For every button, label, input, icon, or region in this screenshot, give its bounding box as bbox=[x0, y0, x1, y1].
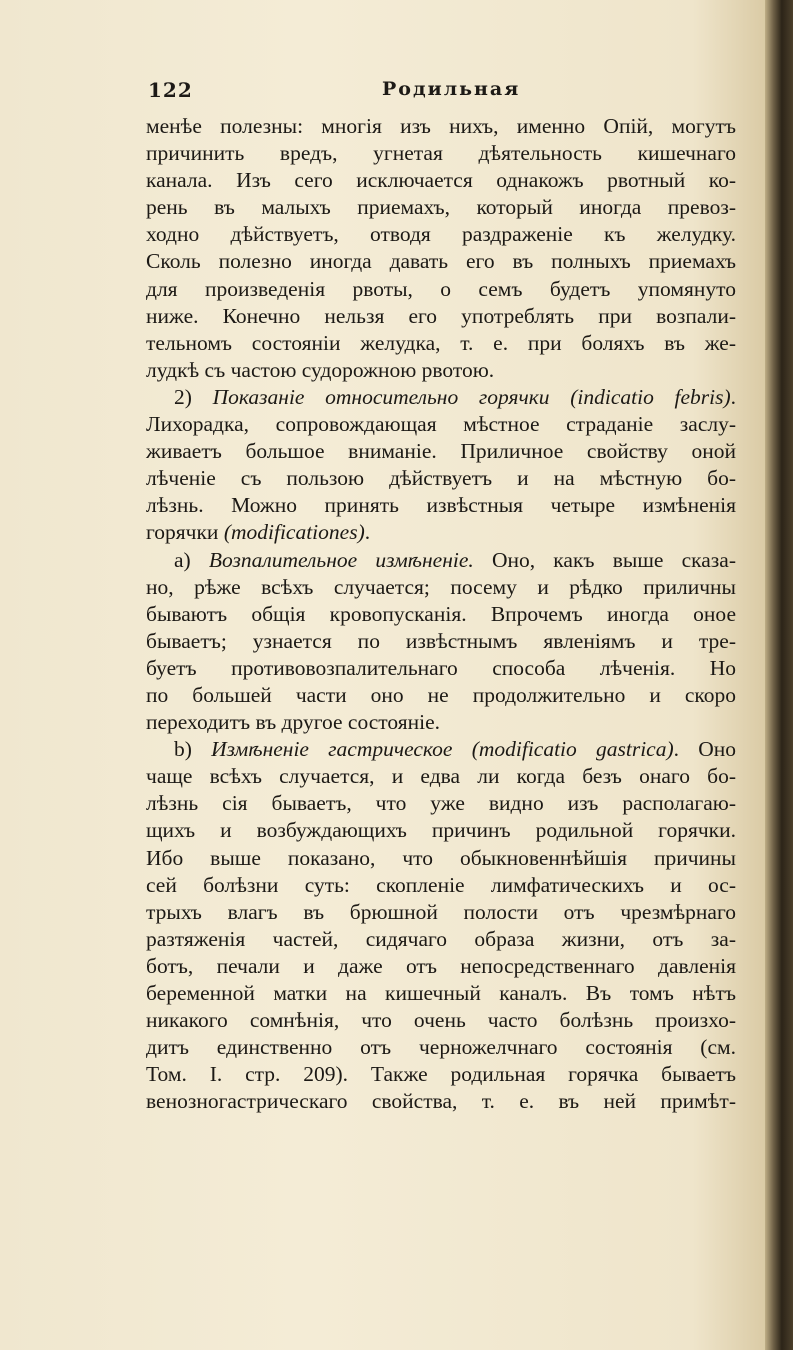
section-b-heading-rest: . Оно bbox=[673, 737, 736, 762]
text-line: дитъ единственно отъ черножелчнаго состоянія (см. bbox=[146, 1035, 736, 1060]
text-line: Том. I. стр. 209). Также родильная горячка бываетъ bbox=[146, 1062, 736, 1087]
section-b-heading bbox=[146, 736, 736, 763]
text-line: Ибо выше показано, что обыкновеннѣйшія причины bbox=[146, 845, 736, 870]
section-2-latin: (indicatio febris) bbox=[570, 384, 731, 409]
section-b-letter: b) bbox=[174, 737, 212, 762]
section-a-term: Возпалительное измѣненіе. bbox=[208, 547, 474, 572]
text-line: буетъ противовозпалительнаго способа лѣченія. Но bbox=[146, 655, 736, 680]
body-text bbox=[146, 113, 736, 1115]
text-line: венозногастрическаго свойства, т. е. въ ней примѣт- bbox=[146, 1089, 736, 1114]
text-line: трыхъ влагъ въ брюшной полости отъ чрезмѣрнаго bbox=[146, 899, 736, 924]
section-b-latin: (modificatio gastrica) bbox=[471, 737, 674, 762]
section-2-heading bbox=[146, 384, 736, 411]
section-2-heading-end: . bbox=[730, 384, 737, 409]
text-line: канала. Изъ сего исключается однакожъ рвотный ко- bbox=[146, 168, 736, 193]
text-line: но, рѣже всѣхъ случается; посему и рѣдко приличны bbox=[146, 574, 736, 599]
section-a-letter: a) bbox=[174, 547, 209, 572]
text-line: сей болѣзни суть: скопленіе лимфатическихъ и ос- bbox=[146, 872, 736, 897]
section-2-last-text: горячки bbox=[146, 520, 224, 545]
text-line: причинить вредъ, угнетая дѣятельность кишечнаго bbox=[146, 141, 736, 166]
text-line: менѣе полезны: многія изъ нихъ, именно Опій, могутъ bbox=[146, 114, 736, 138]
text-line: лѣзнь сія бываетъ, что уже видно изъ располагаю- bbox=[146, 791, 736, 816]
text-line: по большей части оно не продолжительно и скоро bbox=[146, 682, 736, 707]
text-line: лудкѣ съ частою судорожною рвотою. bbox=[146, 357, 495, 382]
text-line: никакого сомнѣнія, что очень часто болѣзнь произхо- bbox=[146, 1008, 736, 1033]
text-line: бываетъ; узнается по извѣстнымъ явленіямъ и тре- bbox=[146, 628, 736, 653]
text-line: живаетъ большое вниманіе. Приличное свойству оной bbox=[146, 439, 736, 464]
text-line: ботъ, печали и даже отъ непосредственнаго давленія bbox=[146, 953, 736, 978]
text-line: разтяженія частей, сидячаго образа жизни, отъ за- bbox=[146, 926, 736, 951]
text-line: ниже. Конечно нельзя его употреблять при возпали- bbox=[146, 303, 736, 328]
text-line: для произведенія рвоты, о семъ будетъ упомянуто bbox=[146, 276, 736, 301]
text-line: лѣзнь. Можно принять извѣстныя четыре измѣненія bbox=[146, 493, 736, 518]
page-header bbox=[148, 78, 738, 104]
page-number: 122 bbox=[148, 78, 193, 102]
section-b-term: Измѣненіе гастрическое bbox=[211, 737, 453, 762]
text-line: переходитъ въ другое состояніе. bbox=[146, 710, 441, 735]
running-head: Родильная bbox=[382, 78, 521, 100]
text-line: бываютъ общія кровопусканія. Впрочемъ иногда оное bbox=[146, 601, 736, 626]
text-line: щихъ и возбуждающихъ причинъ родильной горячки. bbox=[146, 818, 736, 843]
text-line: Сколь полезно иногда давать его въ полныхъ приемахъ bbox=[146, 249, 736, 274]
section-2-last-end: . bbox=[364, 520, 371, 545]
text-line: рень въ малыхъ приемахъ, который иногда превоз- bbox=[146, 195, 736, 220]
section-2-last-latin: (modificationes) bbox=[223, 520, 365, 545]
text-line: тельномъ состояніи желудка, т. е. при боляхъ въ же- bbox=[146, 330, 736, 355]
text-line: чаще всѣхъ случается, и едва ли когда безъ онаго бо- bbox=[146, 764, 736, 789]
text-line: лѣченіе съ пользою дѣйствуетъ и на мѣстную бо- bbox=[146, 466, 736, 491]
text-line: ходно дѣйствуетъ, отводя раздраженіе къ желудку. bbox=[146, 222, 736, 247]
section-2-number: 2) bbox=[174, 384, 213, 409]
text-line: беременной матки на кишечный каналъ. Въ томъ нѣтъ bbox=[146, 981, 736, 1005]
book-binding bbox=[765, 0, 793, 1350]
section-a-heading-rest: Оно, какъ выше сказа- bbox=[473, 547, 737, 572]
section-a-heading bbox=[146, 547, 736, 574]
section-2-term: Показаніе относительно горячки bbox=[212, 384, 550, 409]
section-2-last-line bbox=[146, 519, 736, 546]
text-line: Лихорадка, сопровождающая мѣстное страданіе заслу- bbox=[146, 412, 736, 437]
